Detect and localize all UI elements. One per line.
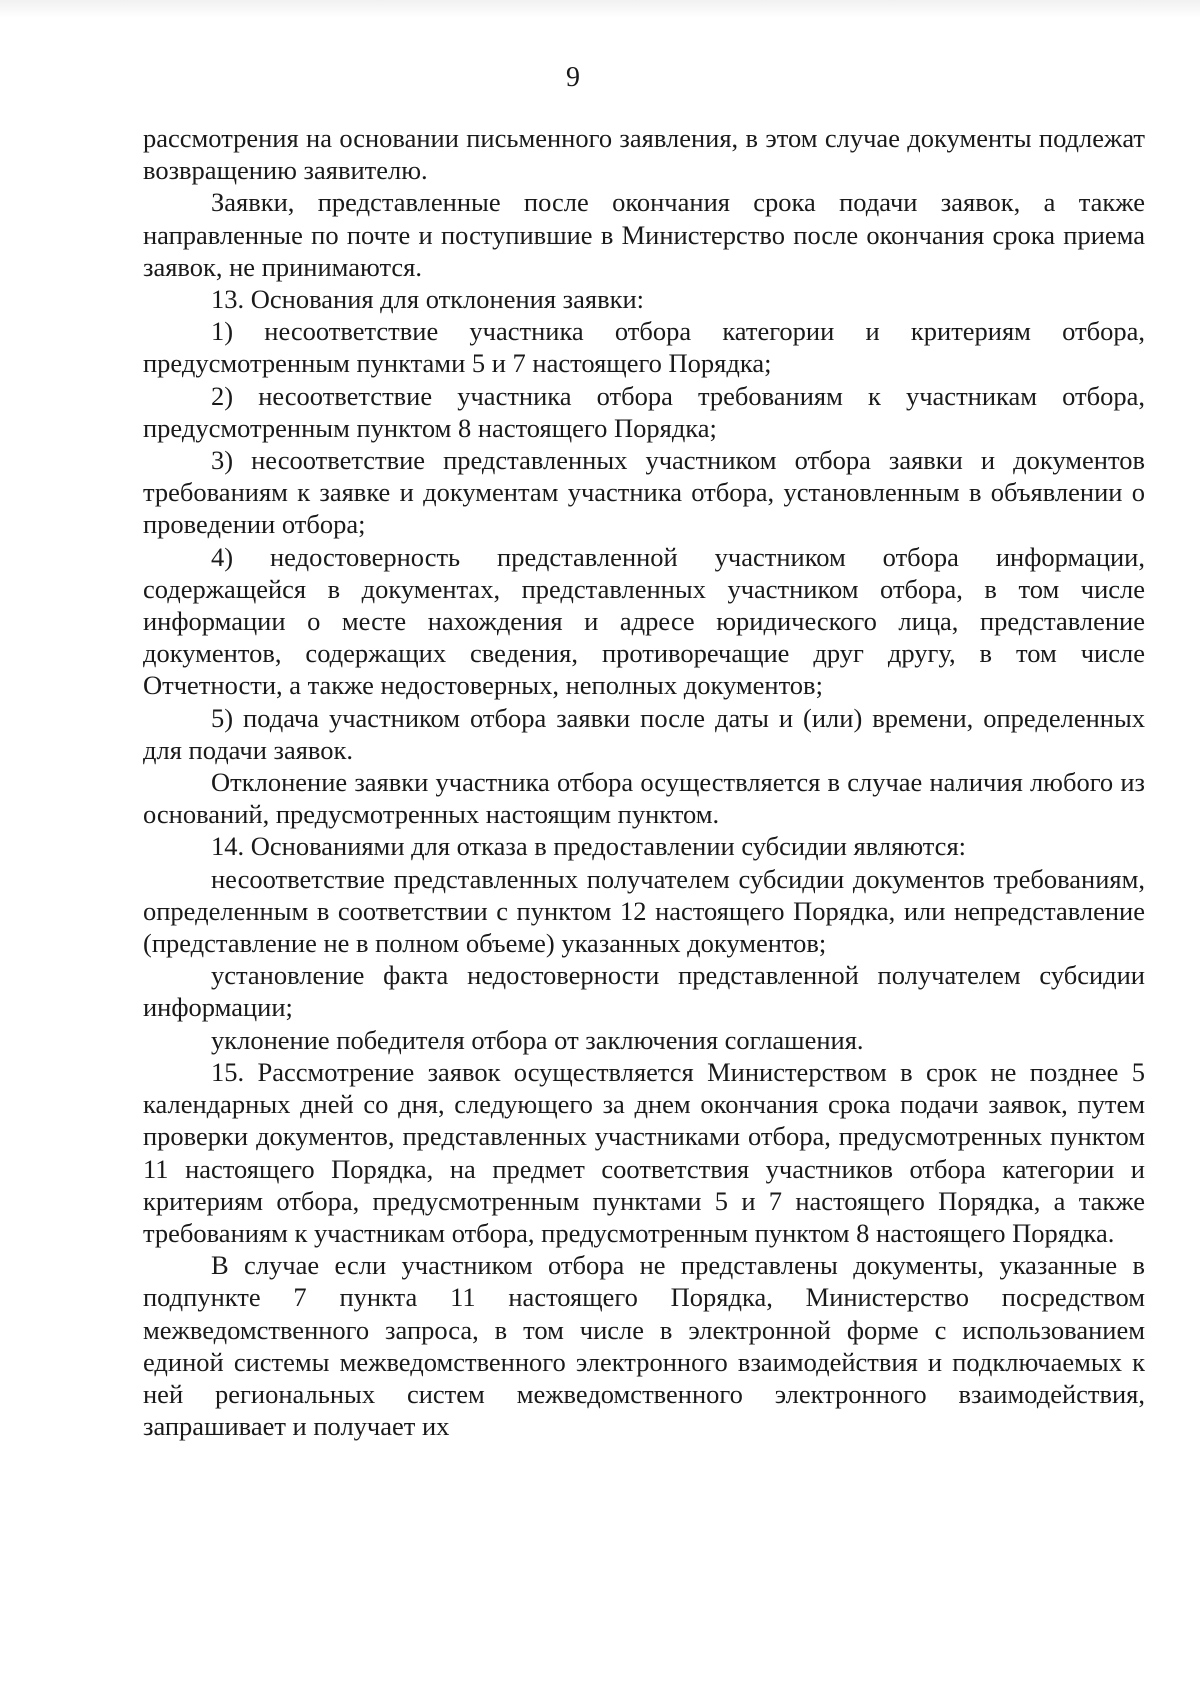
paragraph: Отклонение заявки участника отбора осуществляется в случае наличия любого из оснований, предусмотренных настоящим пунктом. xyxy=(143,767,1145,830)
document-body xyxy=(143,122,1145,1442)
list-item: 1) несоответствие участника отбора категории и критериям отбора, предусмотренным пунктами 5 и 7 настоящего Порядка; xyxy=(143,316,1145,379)
list-item: 2) несоответствие участника отбора требованиям к участникам отбора, предусмотренным пунктом 8 настоящего Порядка; xyxy=(143,380,1145,443)
list-item: установление факта недостоверности представленной получателем субсидии информации; xyxy=(143,960,1145,1023)
list-item: 5) подача участником отбора заявки после даты и (или) времени, определенных для подачи заявок. xyxy=(143,702,1145,765)
list-item: 4) недостоверность представленной участником отбора информации, содержащейся в документах, представленных участником отбора, в том числе информации о месте нахождения и адресе юридического лица, представление документов, содержащих сведения, противоречащие друг другу, в том числе Отчетности, а также недостоверных, неполных документов; xyxy=(143,541,1145,701)
section-heading-13: 13. Основания для отклонения заявки: xyxy=(211,284,645,315)
scan-edge xyxy=(0,0,1200,18)
paragraph: В случае если участником отбора не представлены документы, указанные в подпункте 7 пункта 11 настоящего Порядка, Министерство посредством межведомственного запроса, в том числе в электронной форме с использованием единой системы межведомственного электронного взаимодействия и подключаемых к ней региональных систем межведомственного электронного взаимодействия, запрашивает и получает их xyxy=(143,1250,1145,1442)
section-heading-14: 14. Основаниями для отказа в предоставлении субсидии являются: xyxy=(211,831,966,862)
list-item: 3) несоответствие представленных участником отбора заявки и документов требованиям к заявке и документам участника отбора, установленным в объявлении о проведении отбора; xyxy=(143,445,1145,540)
paragraph: рассмотрения на основании письменного заявления, в этом случае документы подлежат возвращению заявителю. xyxy=(143,123,1145,186)
page-number: 9 xyxy=(566,62,580,93)
list-item: уклонение победителя отбора от заключения соглашения. xyxy=(211,1024,864,1055)
list-item: несоответствие представленных получателем субсидии документов требованиям, определенным в соответствии с пунктом 12 настоящего Порядка, или непредставление (представление не в полном объеме) указанных документов; xyxy=(143,863,1145,959)
section-paragraph-15: 15. Рассмотрение заявок осуществляется Министерством в срок не позднее 5 календарных дней со дня, следующего за днем окончания срока подачи заявок, путем проверки документов, представленных участниками отбора, предусмотренных пунктом 11 настоящего Порядка, на предмет соответствия участников отбора категории и критериям отбора, предусмотренным пунктами 5 и 7 настоящего Порядка, а также требованиям к участникам отбора, предусмотренным пунктом 8 настоящего Порядка. xyxy=(143,1056,1145,1248)
paragraph: Заявки, представленные после окончания срока подачи заявок, а также направленные по почте и поступившие в Министерство после окончания срока приема заявок, не принимаются. xyxy=(143,187,1145,282)
